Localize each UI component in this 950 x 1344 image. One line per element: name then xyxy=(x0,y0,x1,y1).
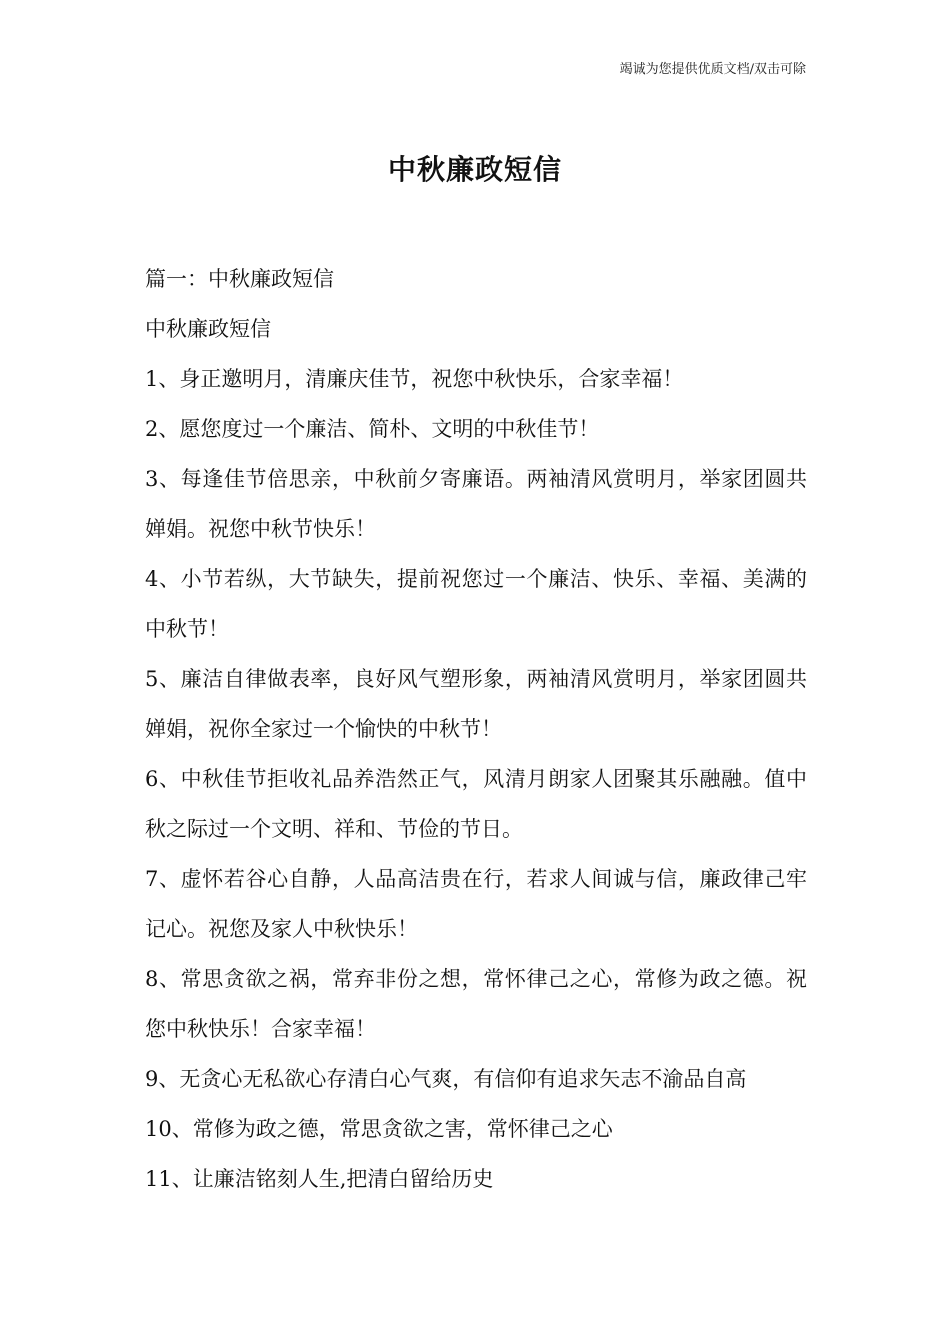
message-item-8: 8、常思贪欲之祸，常弃非份之想，常怀律己之心，常修为政之德。祝您中秋快乐！合家幸福！ xyxy=(145,967,807,1041)
message-item-9: 9、无贪心无私欲心存清白心气爽，有信仰有追求矢志不渝品自高 xyxy=(145,1067,747,1091)
message-item-6: 6、中秋佳节拒收礼品养浩然正气，风清月朗家人团聚其乐融融。值中秋之际过一个文明、祥和、节俭的节日。 xyxy=(145,767,807,841)
section-subtitle: 中秋廉政短信 xyxy=(145,317,271,341)
message-item-3: 3、每逢佳节倍思亲，中秋前夕寄廉语。两袖清风赏明月，举家团圆共婵娟。祝您中秋节快乐！ xyxy=(145,467,807,541)
section-heading: 篇一：中秋廉政短信 xyxy=(145,267,334,291)
document-title: 中秋廉政短信 xyxy=(387,153,562,186)
message-item-5: 5、廉洁自律做表率，良好风气塑形象，两袖清风赏明月，举家团圆共婵娟，祝你全家过一个愉快的中秋节！ xyxy=(145,667,807,741)
header-note: 竭诚为您提供优质文档/双击可除 xyxy=(619,62,806,77)
document-body xyxy=(145,254,807,1204)
message-item-2: 2、愿您度过一个廉洁、简朴、文明的中秋佳节！ xyxy=(145,417,600,441)
message-item-1: 1、身正邀明月，清廉庆佳节，祝您中秋快乐，合家幸福！ xyxy=(145,367,684,391)
message-item-10: 10、常修为政之德，常思贪欲之害，常怀律己之心 xyxy=(145,1117,613,1141)
message-item-11: 11、让廉洁铭刻人生,把清白留给历史 xyxy=(145,1167,494,1191)
message-item-4: 4、小节若纵，大节缺失，提前祝您过一个廉洁、快乐、幸福、美满的中秋节！ xyxy=(145,567,807,641)
message-item-7: 7、虚怀若谷心自静，人品高洁贵在行，若求人间诚与信，廉政律己牢记心。祝您及家人中秋快乐！ xyxy=(145,867,807,941)
